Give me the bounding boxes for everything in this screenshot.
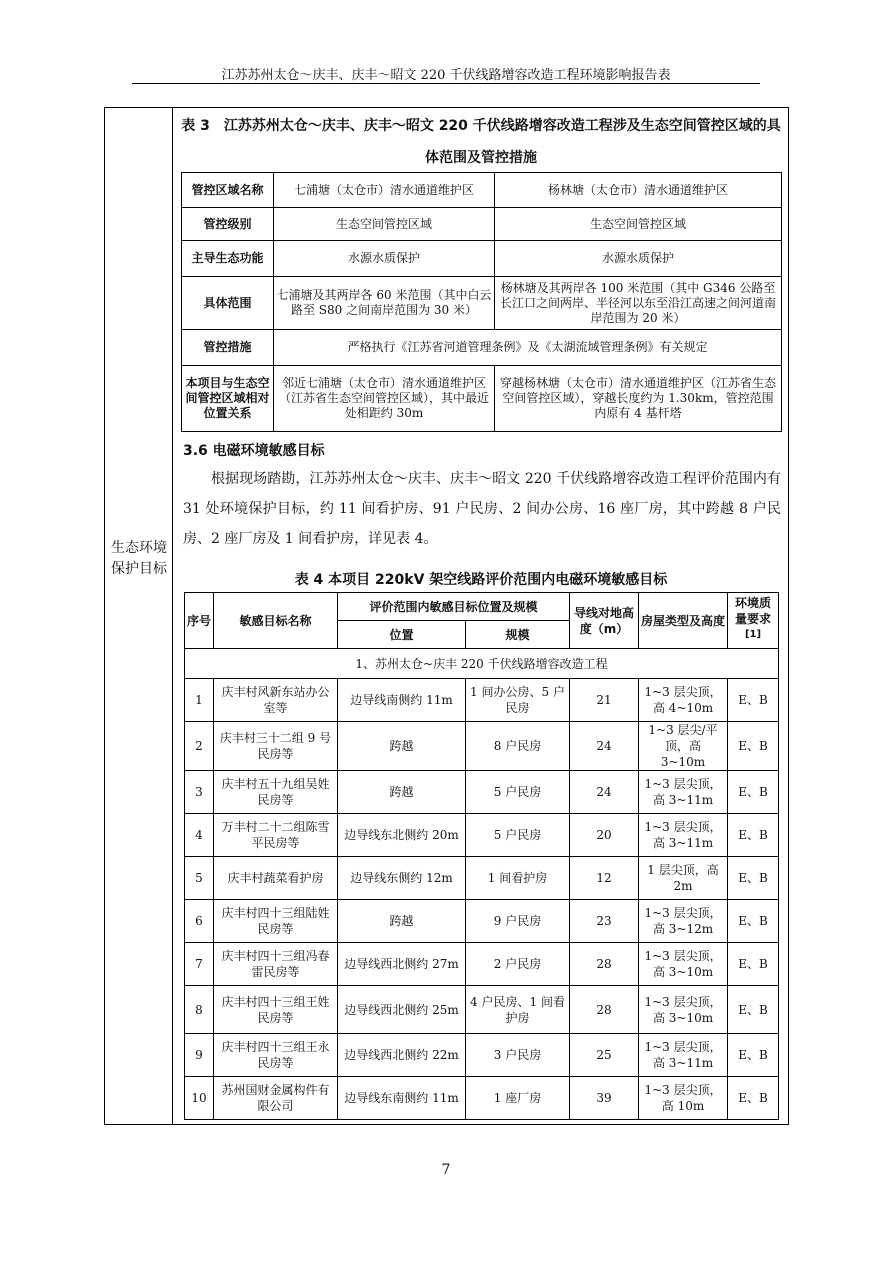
cell-req: E、B xyxy=(728,1034,779,1077)
header-name: 敏感目标名称 xyxy=(214,593,338,649)
table-row xyxy=(185,679,779,722)
cell-req: E、B xyxy=(728,900,779,943)
table3-cell: 七浦塘及其两岸各 60 米范围（其中白云路至 S80 之间南岸范围为 30 米） xyxy=(274,277,495,330)
left-category-column xyxy=(105,108,173,1124)
table-row xyxy=(185,900,779,943)
cell-no: 6 xyxy=(185,900,214,943)
table3-cell: 水源水质保护 xyxy=(495,241,782,277)
header-no: 序号 xyxy=(185,593,214,649)
cell-name: 庆丰村四十三组陆姓民房等 xyxy=(214,900,338,943)
header-range-group: 评价范围内敏感目标位置及规模 xyxy=(338,593,570,621)
header-requirement xyxy=(728,593,779,649)
cell-position: 边导线西北侧约 22m xyxy=(338,1034,466,1077)
running-header: 江苏苏州太仓～庆丰、庆丰～昭文 220 千伏线路增容改造工程环境影响报告表 xyxy=(221,68,671,83)
cell-req: E、B xyxy=(728,722,779,771)
cell-position: 边导线西北侧约 25m xyxy=(338,986,466,1034)
cell-height: 12 xyxy=(570,857,639,900)
cell-scale: 1 间看护房 xyxy=(466,857,570,900)
cell-position: 边导线南侧约 11m xyxy=(338,679,466,722)
cell-house: 1 层尖顶，高 2m xyxy=(639,857,728,900)
table3-row-label: 管控区域名称 xyxy=(182,173,274,208)
table-row xyxy=(185,814,779,857)
table3-caption: 表 3 江苏苏州太仓～庆丰、庆丰～昭文 220 千伏线路增容改造工程涉及生态空间管控区域的具体范围及管控措施 xyxy=(181,118,781,166)
cell-height: 39 xyxy=(570,1077,639,1120)
cell-height: 20 xyxy=(570,814,639,857)
table3-row xyxy=(182,366,782,432)
cell-house: 1~3 层尖顶，高 3~11m xyxy=(639,814,728,857)
cell-no: 7 xyxy=(185,943,214,986)
cell-height: 23 xyxy=(570,900,639,943)
cell-scale: 3 户民房 xyxy=(466,1034,570,1077)
cell-no: 5 xyxy=(185,857,214,900)
page-number: 7 xyxy=(441,1162,451,1178)
table3-row xyxy=(182,173,782,208)
header-requirement-footnote: [1] xyxy=(744,629,762,640)
header-house: 房屋类型及高度 xyxy=(639,593,728,649)
table3-row xyxy=(182,277,782,330)
cell-position: 跨越 xyxy=(338,771,466,814)
cell-scale: 2 户民房 xyxy=(466,943,570,986)
cell-req: E、B xyxy=(728,679,779,722)
cell-position: 边导线东侧约 12m xyxy=(338,857,466,900)
cell-height: 24 xyxy=(570,771,639,814)
table4-group-row xyxy=(185,649,779,679)
cell-house: 1~3 层尖顶，高 3~10m xyxy=(639,986,728,1034)
header-requirement-text: 环境质量要求 xyxy=(735,596,772,626)
cell-house: 1~3 层尖顶，高 3~12m xyxy=(639,900,728,943)
table-row xyxy=(185,1034,779,1077)
cell-req: E、B xyxy=(728,943,779,986)
table3-cell: 水源水质保护 xyxy=(274,241,495,277)
section-title: 3.6 电磁环境敏感目标 xyxy=(183,443,325,459)
cell-scale: 5 户民房 xyxy=(466,814,570,857)
cell-height: 25 xyxy=(570,1034,639,1077)
left-category-label: 生态环境保护目标 xyxy=(111,540,167,577)
cell-position: 跨越 xyxy=(338,722,466,771)
cell-no: 10 xyxy=(185,1077,214,1120)
cell-house: 1~3 层尖顶，高 10m xyxy=(639,1077,728,1120)
cell-name: 庆丰村五十九组吴姓民房等 xyxy=(214,771,338,814)
cell-height: 21 xyxy=(570,679,639,722)
table3 xyxy=(181,172,782,432)
table3-cell: 穿越杨林塘（太仓市）清水通道维护区（江苏省生态空间管控区域），穿越长度约为 1.30km，管控范围内原有 4 基杆塔 xyxy=(495,366,782,432)
table4-body xyxy=(185,649,779,1120)
cell-name: 万丰村二十二组陈雪平民房等 xyxy=(214,814,338,857)
cell-height: 24 xyxy=(570,722,639,771)
cell-no: 4 xyxy=(185,814,214,857)
cell-scale: 1 间办公房、5 户民房 xyxy=(466,679,570,722)
table3-cell: 生态空间管控区域 xyxy=(495,208,782,241)
table3-row-label: 本项目与生态空间管控区域相对位置关系 xyxy=(182,366,274,432)
table3-merged-cell: 严格执行《江苏省河道管理条例》及《太湖流域管理条例》有关规定 xyxy=(274,330,782,366)
cell-position: 边导线东北侧约 20m xyxy=(338,814,466,857)
report-frame xyxy=(104,107,789,1125)
cell-no: 1 xyxy=(185,679,214,722)
table3-row xyxy=(182,241,782,277)
table3-cell: 杨林塘（太仓市）清水通道维护区 xyxy=(495,173,782,208)
cell-house: 1~3 层尖顶，高 3~11m xyxy=(639,771,728,814)
cell-scale: 5 户民房 xyxy=(466,771,570,814)
cell-name: 苏州国财金属构件有限公司 xyxy=(214,1077,338,1120)
header-position: 位置 xyxy=(338,621,466,649)
table-row xyxy=(185,722,779,771)
table3-cell: 生态空间管控区域 xyxy=(274,208,495,241)
table4-caption: 表 4 本项目 220kV 架空线路评价范围内电磁环境敏感目标 xyxy=(294,572,668,588)
cell-scale: 8 户民房 xyxy=(466,722,570,771)
cell-scale: 9 户民房 xyxy=(466,900,570,943)
cell-position: 边导线东南侧约 11m xyxy=(338,1077,466,1120)
table-row xyxy=(185,857,779,900)
table3-row-label: 管控级别 xyxy=(182,208,274,241)
cell-name: 庆丰村风新东站办公室等 xyxy=(214,679,338,722)
table-row xyxy=(185,986,779,1034)
table-row xyxy=(185,943,779,986)
cell-house: 1~3 层尖顶，高 3~10m xyxy=(639,943,728,986)
header-rule xyxy=(132,83,760,84)
cell-no: 9 xyxy=(185,1034,214,1077)
table-row xyxy=(185,1077,779,1120)
cell-req: E、B xyxy=(728,857,779,900)
table4-header-row xyxy=(185,593,779,621)
header-height: 导线对地高度（m） xyxy=(570,593,639,649)
cell-no: 2 xyxy=(185,722,214,771)
cell-height: 28 xyxy=(570,986,639,1034)
cell-req: E、B xyxy=(728,986,779,1034)
cell-name: 庆丰村四十三组冯春雷民房等 xyxy=(214,943,338,986)
cell-no: 3 xyxy=(185,771,214,814)
table3-row-label: 管控措施 xyxy=(182,330,274,366)
table4 xyxy=(184,592,779,1120)
cell-height: 28 xyxy=(570,943,639,986)
cell-house: 1~3 层尖顶，高 4~10m xyxy=(639,679,728,722)
table3-row xyxy=(182,208,782,241)
cell-req: E、B xyxy=(728,771,779,814)
cell-name: 庆丰村三十二组 9 号民房等 xyxy=(214,722,338,771)
cell-req: E、B xyxy=(728,814,779,857)
cell-scale: 1 座厂房 xyxy=(466,1077,570,1120)
table-row xyxy=(185,771,779,814)
table3-row-label: 主导生态功能 xyxy=(182,241,274,277)
cell-house: 1~3 层尖/平顶，高 3~10m xyxy=(639,722,728,771)
cell-position: 跨越 xyxy=(338,900,466,943)
cell-no: 8 xyxy=(185,986,214,1034)
group-title: 1、苏州太仓~庆丰 220 千伏线路增容改造工程 xyxy=(185,649,779,679)
cell-position: 边导线西北侧约 27m xyxy=(338,943,466,986)
cell-name: 庆丰村四十三组王姓民房等 xyxy=(214,986,338,1034)
table3-row xyxy=(182,330,782,366)
cell-req: E、B xyxy=(728,1077,779,1120)
table3-row-label: 具体范围 xyxy=(182,277,274,330)
cell-name: 庆丰村蔬菜看护房 xyxy=(214,857,338,900)
table3-cell: 杨林塘及其两岸各 100 米范围（其中 G346 公路至长江口之间两岸、半径河以东至沿江高速之间河道南岸范围为 20 米） xyxy=(495,277,782,330)
table3-cell: 七浦塘（太仓市）清水通道维护区 xyxy=(274,173,495,208)
cell-house: 1~3 层尖顶，高 3~11m xyxy=(639,1034,728,1077)
cell-scale: 4 户民房、1 间看护房 xyxy=(466,986,570,1034)
header-scale: 规模 xyxy=(466,621,570,649)
cell-name: 庆丰村四十三组王永民房等 xyxy=(214,1034,338,1077)
body-paragraph: 根据现场踏勘，江苏苏州太仓～庆丰、庆丰～昭文 220 千伏线路增容改造工程评价范围内有 31 处环境保护目标，约 11 间看护房、91 户民房、2 间办公房、16 座厂房，其中跨越 8 户民房、2 座厂房及 1 间看护房，详见表 4。 xyxy=(183,471,781,547)
table3-cell: 邻近七浦塘（太仓市）清水通道维护区（江苏省生态空间管控区域），其中最近处相距约 30m xyxy=(274,366,495,432)
